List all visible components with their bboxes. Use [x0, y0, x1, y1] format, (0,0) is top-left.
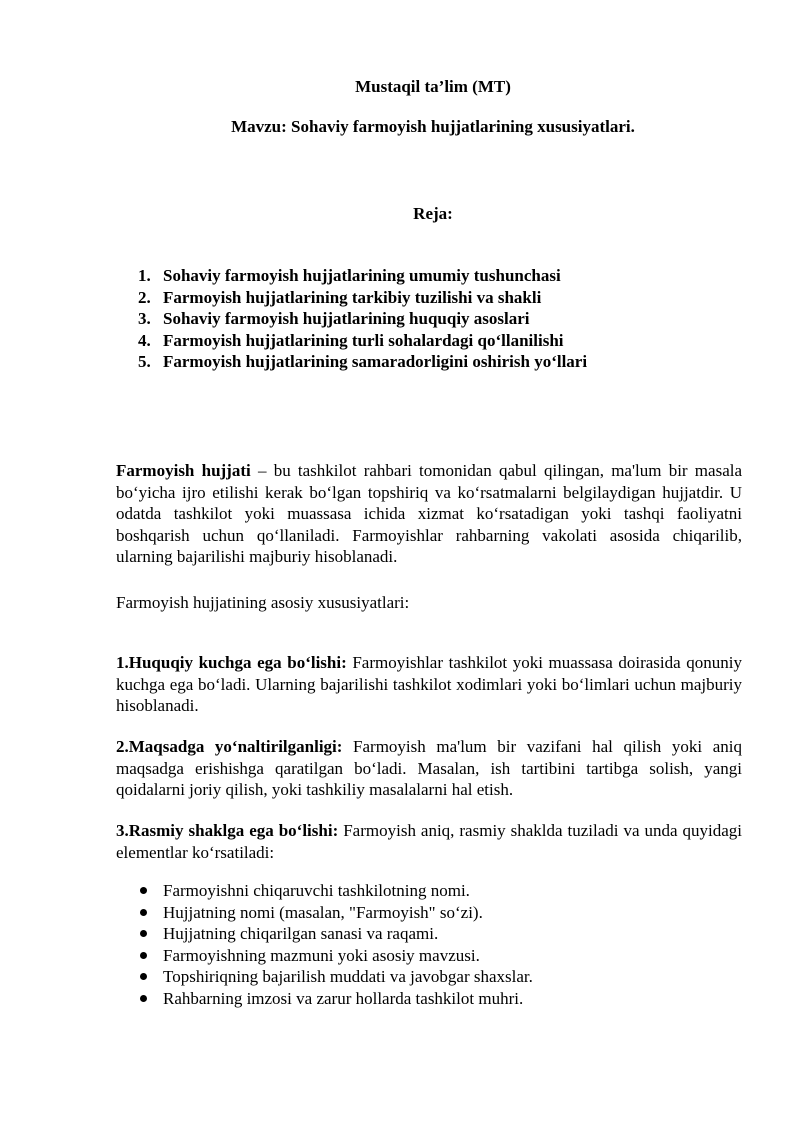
- list-item: [138, 902, 533, 924]
- plan-item: [138, 330, 587, 352]
- feature-paragraph-1: [116, 652, 742, 717]
- feature-number: 1.: [116, 653, 129, 672]
- plan-item-number: 2.: [138, 287, 151, 307]
- definition-paragraph: [116, 460, 742, 568]
- list-item: [138, 880, 533, 902]
- document-topic: Mavzu: Sohaviy farmoyish hujjatlarining xususiyatlari.: [231, 117, 635, 136]
- plan-heading: Reja:: [413, 204, 453, 223]
- list-item-text: Farmoyishni chiqaruvchi tashkilotning nomi.: [163, 881, 470, 900]
- feature-heading: .Maqsadga yo‘naltirilganligi:: [124, 737, 343, 756]
- list-item: [138, 988, 533, 1010]
- feature-heading: .Rasmiy shaklga ega bo‘lishi:: [124, 821, 339, 840]
- bullet-icon: [140, 909, 147, 916]
- document-title: Mustaqil ta’lim (MT): [355, 77, 511, 96]
- list-item: [138, 923, 533, 945]
- plan-item: [138, 287, 587, 309]
- plan-item: [138, 351, 587, 373]
- list-item-text: Topshiriqning bajarilish muddati va javobgar shaxslar.: [163, 967, 533, 987]
- feature-text: Farmoyish aniq, rasmiy shaklda tuziladi va unda quyidagi elementlar ko‘rsatiladi:: [116, 821, 742, 862]
- bullet-icon: [140, 930, 147, 937]
- list-item-text: Rahbarning imzosi va zarur hollarda tashkilot muhri.: [163, 988, 524, 1008]
- plan-item-text: Farmoyish hujjatlarining turli sohalardagi qo‘llanilishi: [163, 330, 564, 350]
- list-item-text: Hujjatning chiqarilgan sanasi va raqami.: [163, 924, 439, 944]
- list-item: [138, 966, 533, 988]
- plan-list: [138, 265, 587, 373]
- plan-item-text: Sohaviy farmoyish hujjatlarining umumiy tushunchasi: [163, 266, 561, 285]
- bullet-icon: [140, 995, 147, 1002]
- plan-item-text: Sohaviy farmoyish hujjatlarining huquqiy asoslari: [163, 309, 530, 329]
- definition-text: – bu tashkilot rahbari tomonidan qabul qilingan, ma'lum bir masala bo‘yicha ijro etilishi kerak bo‘lgan topshiriq va ko‘rsatmalarni belgilaydigan hujjatdir. U odatda tashkilot yoki muassasa ichida xizmat ko‘rsatadigan yoki tashqi faoliyatni boshqarish uchun qo‘llaniladi. Farmoyishlar rahbarning vakolati asosida chiqarilib, ularning bajarilishi majburiy hisoblanadi.: [116, 461, 743, 567]
- list-item-text: Farmoyishning mazmuni yoki asosiy mavzusi.: [163, 945, 480, 965]
- features-intro: Farmoyish hujjatining asosiy xususiyatlari:: [116, 593, 410, 612]
- feature-number: 2: [116, 737, 125, 756]
- plan-item: [138, 265, 587, 287]
- plan-item-number: 1.: [138, 266, 151, 285]
- plan-item-text: Farmoyish hujjatlarining tarkibiy tuzilishi va shakli: [163, 287, 542, 307]
- plan-item-number: 3.: [138, 309, 151, 329]
- feature-text: Farmoyish ma'lum bir vazifani hal qilish yoki aniq maqsadga erishishga qaratilgan bo‘ladi. Masalan, ish tartibini tartibga solish, yangi qoidalarni joriy qilish, yoki tashkiliy masalalarni hal etish.: [116, 737, 742, 800]
- feature-paragraph-2: [116, 736, 742, 801]
- plan-item-number: 5.: [138, 352, 151, 372]
- feature-heading: Huquqiy kuchga ega bo‘lishi:: [128, 653, 347, 672]
- list-item-text: Hujjatning nomi (masalan, "Farmoyish" so‘zi).: [163, 902, 483, 922]
- list-item: [138, 945, 533, 967]
- plan-item-number: 4.: [138, 330, 151, 350]
- elements-list: [138, 880, 533, 1010]
- feature-paragraph-3: [116, 820, 742, 863]
- bullet-icon: [140, 952, 147, 959]
- plan-item-text: Farmoyish hujjatlarining samaradorligini oshirish yo‘llari: [163, 352, 588, 372]
- bullet-icon: [140, 887, 147, 894]
- feature-number: 3: [116, 821, 125, 840]
- plan-item: [138, 308, 587, 330]
- feature-text: Farmoyishlar tashkilot yoki muassasa doirasida qonuniy kuchga ega bo‘ladi. Ularning bajarilishi tashkilot xodimlari yoki bo‘limlari uchun majburiy hisoblanadi.: [116, 653, 742, 716]
- definition-term: Farmoyish hujjati: [116, 461, 251, 480]
- bullet-icon: [140, 973, 147, 980]
